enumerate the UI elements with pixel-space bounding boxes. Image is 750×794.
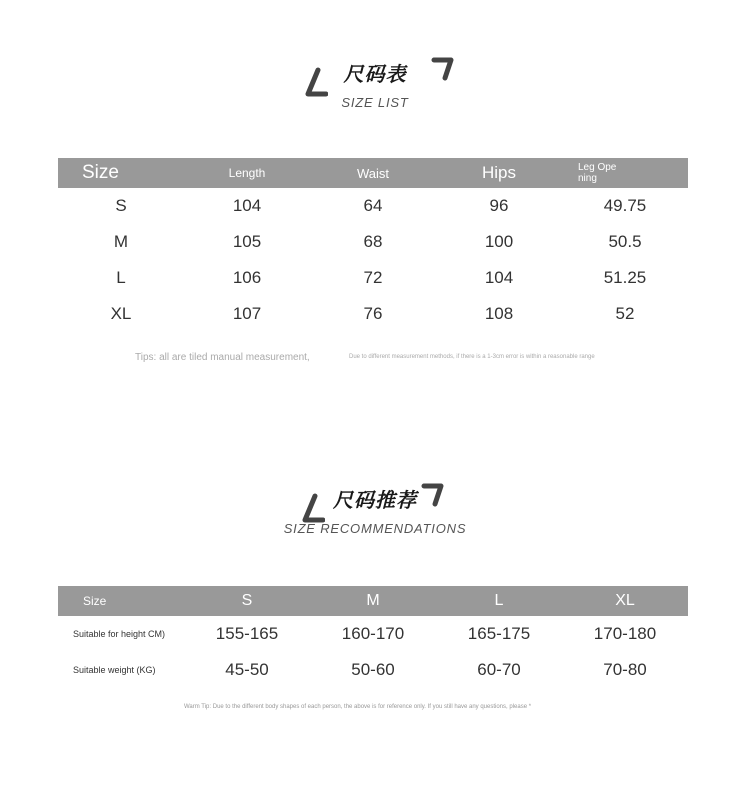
size-recommendations-subtitle: SIZE RECOMMENDATIONS [283, 521, 467, 536]
cell-height-xl: 170-180 [593, 624, 657, 643]
cell-leg-opening: 50.5 [608, 232, 642, 251]
table-row [58, 260, 688, 296]
cell-waist: 68 [363, 232, 383, 251]
cell-weight-l: 60-70 [477, 660, 521, 679]
cell-length: 107 [232, 304, 262, 323]
left-bracket-decoration [301, 492, 325, 526]
table-row [58, 224, 688, 260]
row-label-height: Suitable for height CM) [73, 629, 166, 639]
header-hips: Hips [481, 163, 516, 182]
table-row [58, 652, 688, 688]
header-xl: XL [615, 592, 635, 609]
header-size: Size [83, 594, 107, 608]
table-header-row [58, 158, 688, 188]
size-recommendations-table [58, 586, 688, 688]
left-bracket-decoration [304, 66, 328, 100]
header-leg-opening-label: Leg Opening [578, 162, 617, 184]
cell-size: M [113, 232, 129, 251]
size-recommendations-title: 尺码推荐 [333, 488, 417, 512]
cell-waist: 76 [363, 304, 383, 323]
cell-height-l: 165-175 [467, 624, 531, 643]
cell-waist: 72 [363, 268, 383, 287]
cell-hips: 108 [484, 304, 514, 323]
cell-hips: 104 [484, 268, 514, 287]
size-list-table [58, 158, 688, 332]
measurement-error-note: Due to different measurement methods, if there is a 1-3cm error is within a reasonable range [349, 354, 595, 360]
header-leg-opening [562, 158, 688, 188]
size-list-title: 尺码表 [343, 62, 407, 86]
cell-hips: 100 [484, 232, 514, 251]
measurement-tip: Tips: all are tiled manual measurement, [135, 352, 310, 363]
cell-leg-opening: 51.25 [603, 268, 647, 287]
table-header-row [58, 586, 688, 616]
header-l: L [494, 592, 504, 609]
header-waist: Waist [356, 165, 390, 181]
size-list-heading [0, 58, 750, 110]
cell-leg-opening: 52 [615, 304, 635, 323]
table-row [58, 616, 688, 652]
header-m: M [366, 592, 380, 609]
header-s: S [241, 592, 253, 609]
cell-weight-xl: 70-80 [603, 660, 647, 679]
cell-weight-m: 50-60 [351, 660, 395, 679]
table-row [58, 188, 688, 224]
cell-waist: 64 [363, 196, 383, 215]
right-bracket-decoration [431, 56, 455, 84]
row-label-weight: Suitable weight (KG) [73, 665, 156, 675]
warm-tip: Warm Tip: Due to the different body shapes of each person, the above is for reference only. If you still have any questions, please * [183, 704, 532, 710]
cell-size: S [115, 196, 127, 215]
cell-height-s: 155-165 [215, 624, 279, 643]
size-list-subtitle: SIZE LIST [341, 95, 409, 110]
cell-hips: 96 [489, 196, 509, 215]
cell-length: 104 [232, 196, 262, 215]
size-recommendations-heading [0, 484, 750, 536]
cell-size: L [116, 268, 126, 287]
cell-length: 105 [232, 232, 262, 251]
cell-height-m: 160-170 [341, 624, 405, 643]
right-bracket-decoration [421, 482, 445, 510]
cell-leg-opening: 49.75 [603, 196, 647, 215]
cell-weight-s: 45-50 [225, 660, 269, 679]
header-size: Size [82, 162, 119, 183]
cell-length: 106 [232, 268, 262, 287]
table-row [58, 296, 688, 332]
cell-size: XL [110, 304, 132, 323]
header-length: Length [228, 166, 266, 180]
